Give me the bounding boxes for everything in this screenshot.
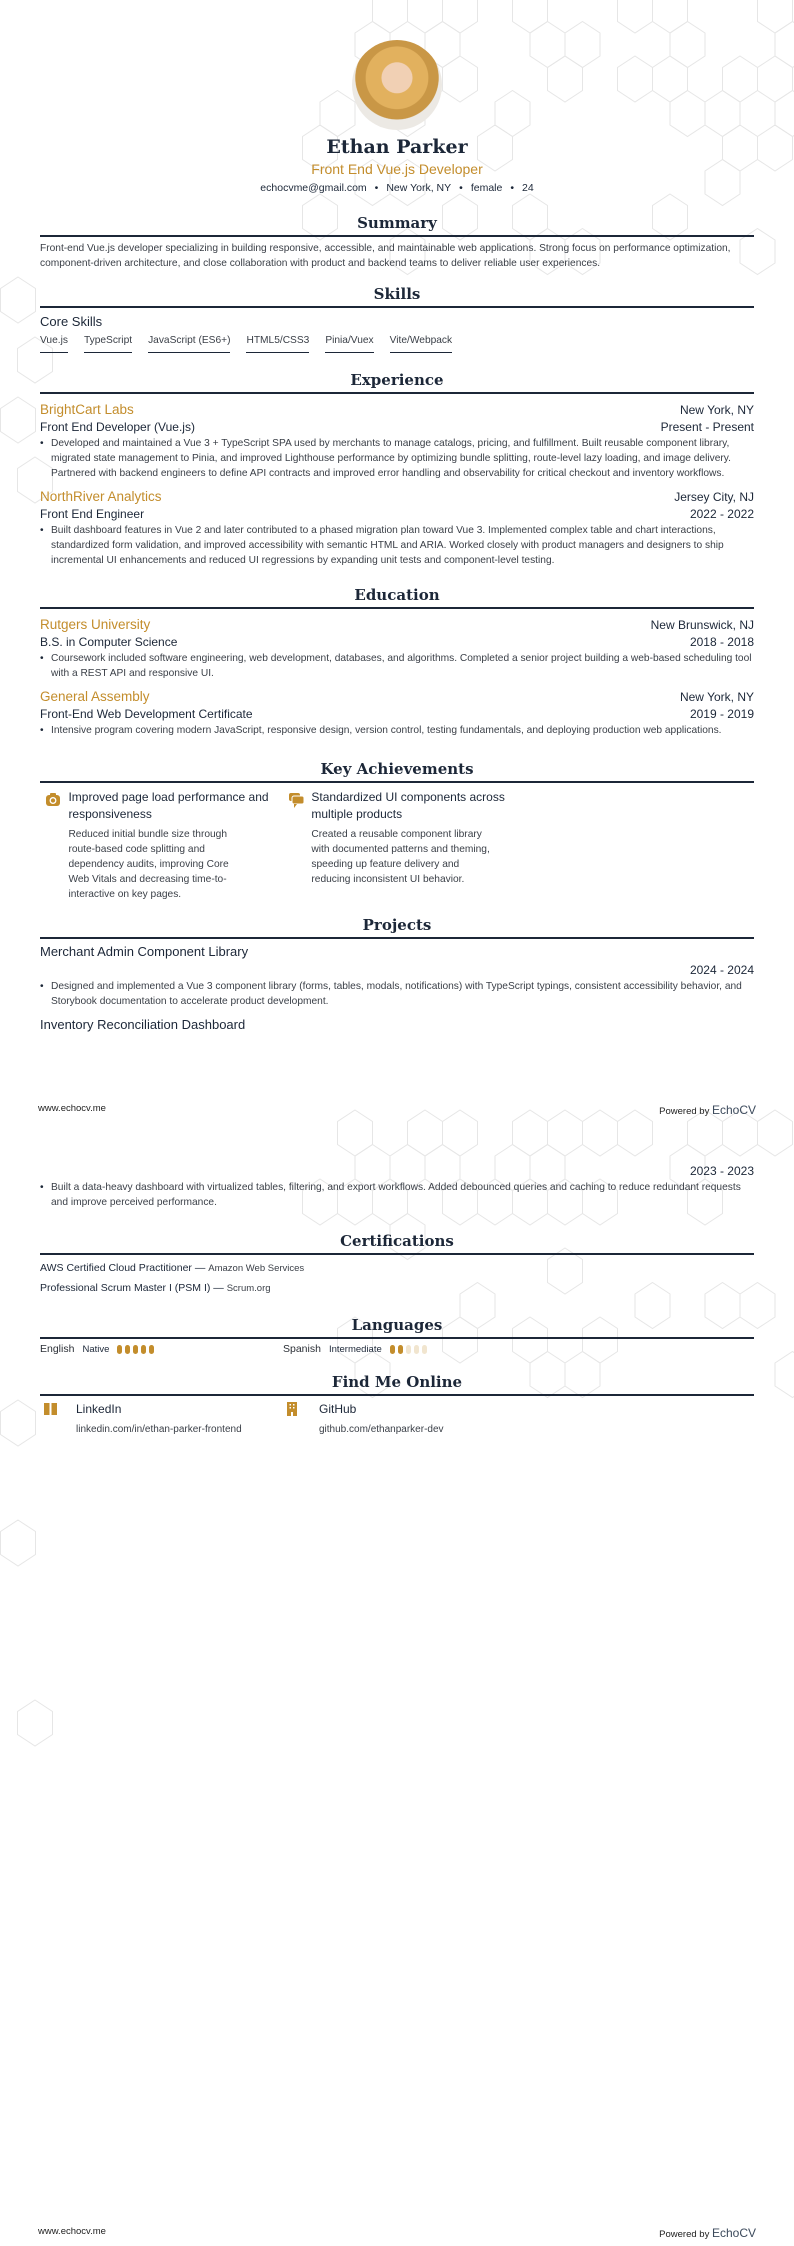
separator: — [194,1262,206,1274]
footer-site-link[interactable]: www.echocv.me [38,1103,106,1114]
education-item [40,613,754,681]
section-heading-languages: Languages [40,1316,754,1339]
resume-page-2 [40,1160,754,1435]
rating-pill [141,1345,146,1354]
rating-pill [133,1345,138,1354]
language-name: Spanish [283,1343,321,1355]
section-heading-skills: Skills [40,285,754,308]
certification-issuer: Amazon Web Services [208,1263,305,1274]
location: New York, NY [386,182,452,194]
achievement-title: Standardized UI components across multiple products [311,790,505,821]
hexagon-shape [775,1352,794,1398]
profile-photo [352,40,442,130]
achievement-title: Improved page load performance and responsiveness [68,790,269,821]
project-bullet: • Designed and implemented a Vue 3 component library (forms, tables, modals, notifications) with TypeScript typings, consistent accessibility behavior, and Storybook documentation to accelerate product development. [40,979,754,1009]
brand-logo[interactable]: EchoCV [711,1103,756,1117]
school-name: General Assembly [40,689,150,704]
project-dates: 2024 - 2024 [689,963,754,977]
skill-tag: Pinia/Vuex [325,335,373,353]
rating-pill [390,1345,395,1354]
online-item-linkedin[interactable] [40,1402,283,1435]
achievement-item [283,789,526,902]
job-dates: Present - Present [660,420,754,434]
online-label: GitHub [319,1402,357,1416]
company-name: NorthRiver Analytics [40,489,162,504]
education-bullet: • Coursework included software engineering, web development, databases, and algorithms. Completed a senior project building a web-based scheduling tool with a REST API and responsive UI. [40,651,754,681]
language-level: Native [82,1343,110,1355]
candidate-name: Ethan Parker [326,136,468,158]
rating-pill [117,1345,122,1354]
job-role: Front End Developer (Vue.js) [40,420,195,434]
experience-item [40,485,754,568]
experience-item [40,398,754,481]
skill-tag: Vue.js [40,335,68,353]
rating-pill [422,1345,427,1354]
language-rating [117,1345,154,1354]
age: 24 [522,182,534,194]
education-dates: 2019 - 2019 [689,707,754,721]
school-name: Rutgers University [40,617,151,632]
rating-pill [414,1345,419,1354]
project-name: Inventory Reconciliation Dashboard [40,1017,246,1032]
school-location: New Brunswick, NJ [650,618,754,632]
education-dates: 2018 - 2018 [689,635,754,649]
page-footer [38,2226,756,2240]
job-bullet: • Developed and maintained a Vue 3 + TypeScript SPA used by merchants to manage catalogs, pricing, and fulfillment. Built reusable component library, migrated state management to Pinia, and improved Lighthouse performance by optimizing bundle splitting, route-level lazy loading, and image delivery. Partnered with backend engineers to define API contracts and improved error handling and observability for critical checkout and inventory workflows. [40,436,754,481]
hexagon-shape [758,0,793,33]
certification-item [40,1282,754,1294]
section-heading-summary: Summary [40,214,754,237]
section-heading-education: Education [40,586,754,609]
hexagon-shape [775,91,794,137]
company-name: BrightCart Labs [40,402,134,417]
achievement-item [40,789,283,902]
project-bullet: • Built a data-heavy dashboard with virtualized tables, filtering, and export workflows. Added debounced queries and caching to reduce redundant requests and improve perceived performance. [40,1180,754,1210]
certification-item [40,1262,754,1274]
certification-issuer: Scrum.org [226,1283,271,1294]
building-icon [283,1402,319,1435]
powered-by-label: Powered by [659,2229,710,2240]
online-item-github[interactable] [283,1402,526,1435]
skill-tag: JavaScript (ES6+) [148,335,230,353]
rating-pill [149,1345,154,1354]
language-item [283,1343,526,1355]
rating-pill [398,1345,403,1354]
section-heading-experience: Experience [40,371,754,394]
job-location: Jersey City, NJ [674,490,754,504]
job-role: Front End Engineer [40,507,145,521]
certification-name: AWS Certified Cloud Practitioner [40,1262,192,1274]
skill-tag: Vite/Webpack [390,335,452,353]
school-location: New York, NY [679,690,754,704]
powered-by [659,2226,756,2240]
language-rating [390,1345,427,1354]
online-label: LinkedIn [76,1402,122,1416]
summary-text: Front-end Vue.js developer specializing in building responsive, accessible, and maintainable web applications. Strong focus on performance optimization, component-driven architecture, and close collaboration with product and backend teams to deliver reliable user experiences. [40,243,731,269]
hexagon-shape [775,22,794,68]
camera-icon [40,789,68,902]
skill-group-title: Core Skills [40,314,103,329]
hexagon-shape [758,125,793,171]
hexagon-shape [1,1400,36,1446]
achievement-description: Reduced initial bundle size through route-based code splitting and dependency audits, improving Core Web Vitals and decreasing time-to-interactive on key pages. [68,829,229,900]
degree: Front-End Web Development Certificate [40,707,253,721]
skill-tag: HTML5/CSS3 [246,335,309,353]
project-item [40,944,754,1009]
project-name: Merchant Admin Component Library [40,944,249,959]
skill-tags [40,335,754,353]
online-url[interactable]: github.com/ethanparker-dev [319,1424,444,1435]
hexagon-shape [1,277,36,323]
powered-by-label: Powered by [659,1106,710,1117]
job-dates: 2022 - 2022 [689,507,754,521]
section-heading-online: Find Me Online [40,1373,754,1396]
resume-page-1 [40,0,754,1032]
section-heading-projects: Projects [40,916,754,939]
hexagon-shape [1,1520,36,1566]
contact-info: echocvme@gmail.com • New York, NY • female • 24 [260,182,534,194]
online-url[interactable]: linkedin.com/in/ethan-parker-frontend [76,1424,242,1435]
skill-tag: TypeScript [84,335,132,353]
page-footer [38,1103,756,1117]
achievements-list [40,789,754,902]
rating-pill [125,1345,130,1354]
separator: — [213,1282,224,1294]
gender: female [470,182,503,194]
book-icon [40,1402,76,1435]
hexagon-shape [18,1700,53,1746]
rating-pill [406,1345,411,1354]
project-dates: 2023 - 2023 [689,1164,754,1178]
achievement-description: Created a reusable component library with documented patterns and theming, speeding up feature delivery and reducing inconsistent UI behavior. [311,829,490,885]
language-name: English [40,1343,75,1355]
language-item [40,1343,283,1355]
email[interactable]: echocvme@gmail.com [260,182,367,194]
chat-icon [283,789,311,902]
job-title: Front End Vue.js Developer [311,161,483,177]
certification-name: Professional Scrum Master I (PSM I) [40,1282,211,1294]
section-heading-certifications: Certifications [40,1232,754,1255]
job-bullet: • Built dashboard features in Vue 2 and later contributed to a phased migration plan toward Vue 3. Implemented complex table and chart interactions, standardized form validation, and improved accessibility with semantic HTML and ARIA. Worked closely with product managers and designers to ship incremental UI enhancements and reduced UI regressions by expanding unit tests and component-level testing. [40,523,754,568]
section-heading-achievements: Key Achievements [40,760,754,783]
language-level: Intermediate [328,1343,382,1355]
degree: B.S. in Computer Science [40,635,178,649]
languages-list [40,1343,754,1355]
powered-by [659,1103,756,1117]
education-bullet: • Intensive program covering modern JavaScript, responsive design, version control, testing fundamentals, and deploying production web applications. [40,723,754,738]
education-item [40,685,754,738]
hexagon-shape [758,56,793,102]
online-links [40,1402,754,1435]
hexagon-shape [758,1110,793,1156]
brand-logo[interactable]: EchoCV [711,2226,756,2240]
hexagon-shape [1,397,36,443]
job-location: New York, NY [679,403,754,417]
footer-site-link[interactable]: www.echocv.me [38,2226,106,2237]
